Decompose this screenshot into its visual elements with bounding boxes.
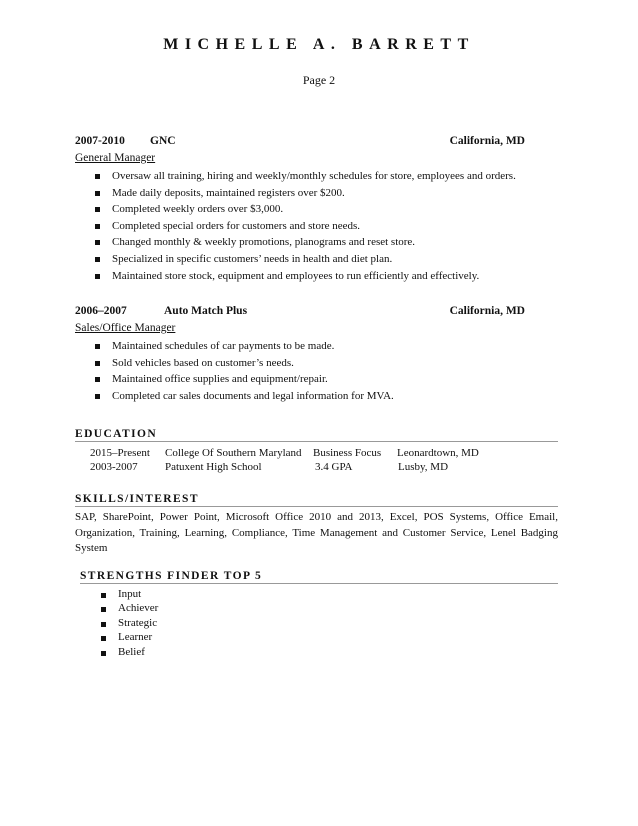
edu-school: Patuxent High School bbox=[165, 461, 262, 473]
skills-heading: SKILLS/INTEREST bbox=[75, 493, 558, 507]
job-duties-list bbox=[75, 338, 525, 404]
skills-text: SAP, SharePoint, Power Point, Microsoft Office 2010 and 2013, Excel, POS Systems, Office Email, Organization, Training, Learning, Compliance, Time Management and Customer Service, Lenel Badging System bbox=[75, 511, 558, 554]
job-duties-list bbox=[75, 168, 525, 284]
strengths-section bbox=[82, 585, 158, 659]
candidate-name: MICHELLE A. BARRETT bbox=[163, 36, 475, 53]
job-title: General Manager bbox=[75, 152, 156, 164]
strengths-list bbox=[82, 587, 158, 659]
list-item: Changed monthly & weekly promotions, planograms and reset store. bbox=[95, 234, 525, 251]
edu-school: College Of Southern Maryland bbox=[165, 447, 302, 459]
job-header bbox=[75, 305, 525, 321]
job-entry-gnc bbox=[75, 135, 525, 284]
strengths-heading: STRENGTHS FINDER TOP 5 bbox=[80, 570, 558, 584]
list-item: Belief bbox=[101, 645, 158, 659]
job-years: 2006–2007 bbox=[75, 305, 127, 317]
list-item: Maintained schedules of car payments to be made. bbox=[95, 338, 525, 355]
list-item: Made daily deposits, maintained registers over $200. bbox=[95, 185, 525, 202]
list-item: Oversaw all training, hiring and weekly/monthly schedules for store, employees and orders. bbox=[95, 168, 525, 185]
education-heading: EDUCATION bbox=[75, 428, 558, 442]
list-item: Maintained office supplies and equipment/repair. bbox=[95, 371, 525, 388]
edu-place: Lusby, MD bbox=[398, 461, 449, 473]
job-entry-auto-match-plus bbox=[75, 305, 525, 404]
list-item: Specialized in specific customers’ needs in health and diet plan. bbox=[95, 251, 525, 268]
list-item: Achiever bbox=[101, 601, 158, 615]
job-years: 2007-2010 bbox=[75, 135, 125, 147]
edu-years: 2015–Present bbox=[90, 447, 150, 459]
page-number: Page 2 bbox=[302, 73, 336, 87]
job-location: California, MD bbox=[449, 305, 525, 317]
list-item: Maintained store stock, equipment and employees to run efficiently and effectively. bbox=[95, 268, 525, 285]
job-header bbox=[75, 135, 525, 151]
edu-detail: 3.4 GPA bbox=[315, 461, 353, 473]
list-item: Sold vehicles based on customer’s needs. bbox=[95, 355, 525, 372]
list-item: Input bbox=[101, 587, 158, 601]
job-location: California, MD bbox=[449, 135, 525, 147]
job-company: GNC bbox=[150, 135, 176, 147]
job-title: Sales/Office Manager bbox=[75, 322, 176, 334]
list-item: Strategic bbox=[101, 616, 158, 630]
list-item: Completed special orders for customers and store needs. bbox=[95, 218, 525, 235]
list-item: Learner bbox=[101, 630, 158, 644]
edu-place: Leonardtown, MD bbox=[397, 447, 479, 459]
edu-years: 2003-2007 bbox=[90, 461, 138, 473]
table-row bbox=[90, 461, 510, 475]
list-item: Completed car sales documents and legal information for MVA. bbox=[95, 388, 525, 405]
edu-detail: Business Focus bbox=[313, 447, 382, 459]
job-company: Auto Match Plus bbox=[164, 305, 248, 317]
list-item: Completed weekly orders over $3,000. bbox=[95, 201, 525, 218]
table-row bbox=[90, 447, 510, 461]
